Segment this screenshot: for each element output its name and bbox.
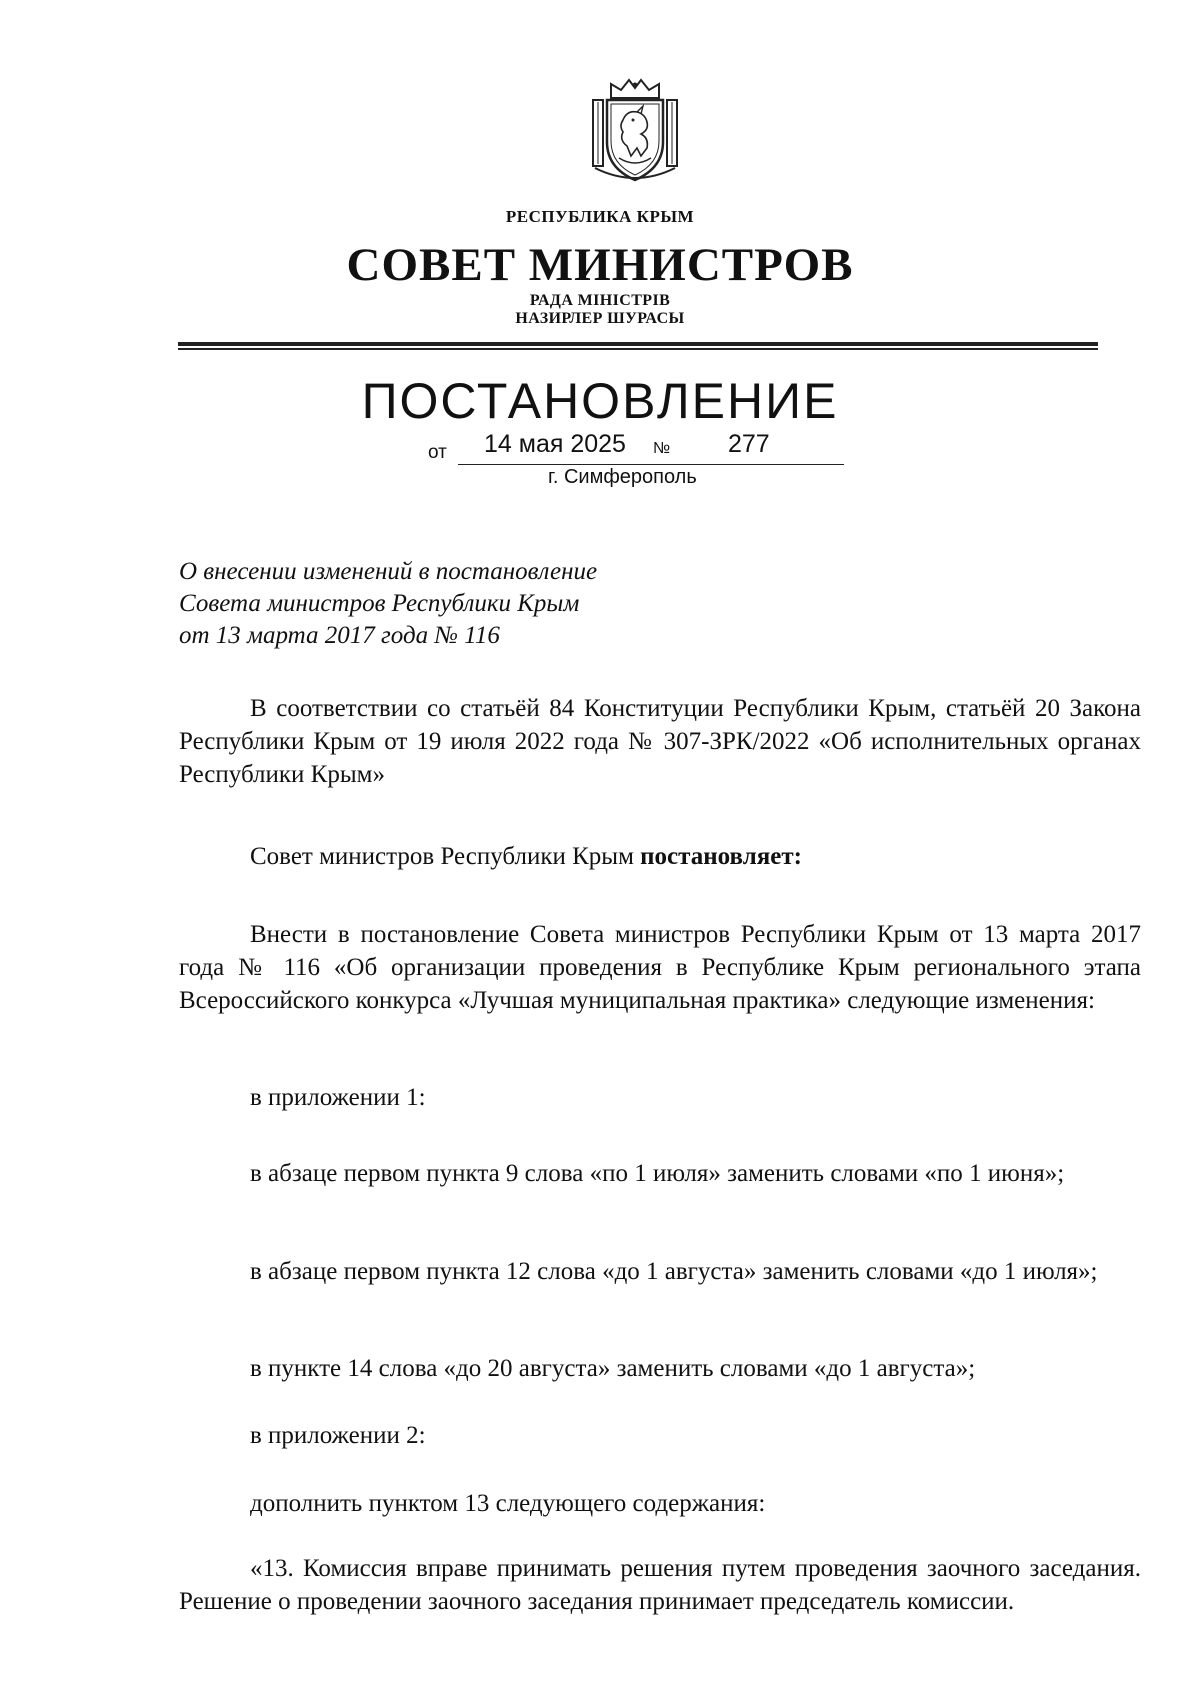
resolves-text: Совет министров Республики Крым — [250, 843, 641, 870]
city: г. Симферополь — [548, 466, 697, 488]
document-type-title: ПОСТАНОВЛЕНИЕ — [361, 373, 839, 429]
header-divider-thin — [178, 348, 1098, 350]
change3-text: в пункте 14 слова «до 20 августа» заменить словами «до 1 августа»; — [250, 1355, 976, 1382]
annex1-paragraph — [179, 1081, 1141, 1114]
annex2-text: в приложении 2: — [250, 1422, 426, 1449]
intro-text: Внести в постановление Совета министров Республики Крым от 13 марта 2017 года № 116 «Об организации проведения в Республике Крым регионального этапа Всероссийского конкурса «Лучшая муниципальная практика» следующие изменения: — [179, 921, 1141, 1014]
preamble-paragraph — [179, 692, 1141, 791]
add-text: дополнить пунктом 13 следующего содержания: — [250, 1490, 766, 1517]
resolves-keyword: постановляет: — [640, 843, 802, 870]
header-divider — [178, 342, 1098, 346]
point13-text: «13. Комиссия вправе принимать решения путем проведения заочного заседания. Решение о проведении заочного заседания принимает председатель комиссии. — [179, 1555, 1141, 1615]
council-title-crimean-tatar: НАЗИРЛЕР ШУРАСЫ — [515, 310, 685, 327]
date-number-line — [428, 430, 848, 466]
change2-text: в абзаце первом пункта 12 слова «до 1 августа» заменить словами «до 1 июля»; — [250, 1258, 1098, 1285]
annex1-text: в приложении 1: — [250, 1084, 426, 1111]
preamble-text: В соответствии со статьёй 84 Конституции Республики Крым, статьёй 20 Закона Республики Крым от 19 июля 2022 года № 307-ЗРК/2022 «Об исполнительных органах Республики Крым» — [179, 695, 1141, 788]
subject-line: Совета министров Республики Крым — [179, 590, 580, 617]
change1-text: в абзаце первом пункта 9 слова «по 1 июля» заменить словами «по 1 июня»; — [250, 1160, 1065, 1187]
decree-date: 14 мая 2025 — [484, 430, 626, 458]
number-sign: № — [653, 440, 671, 457]
change1-paragraph — [179, 1157, 1141, 1190]
change2-paragraph — [179, 1255, 1141, 1288]
council-title: СОВЕТ МИНИСТРОВ — [346, 239, 854, 291]
change3-paragraph — [179, 1352, 1141, 1385]
resolves-paragraph — [179, 840, 1141, 873]
council-title-ukrainian: РАДА МІНІСТРІВ — [529, 292, 671, 309]
subject-line: О внесении изменений в постановление — [179, 558, 598, 585]
coat-of-arms-emblem — [589, 76, 681, 186]
subject-line: от 13 марта 2017 года № 116 — [179, 622, 500, 649]
date-prefix: от — [428, 442, 447, 463]
decree-number: 277 — [728, 430, 770, 458]
republic-title: РЕСПУБЛИКА КРЫМ — [505, 207, 695, 226]
annex2-paragraph — [179, 1419, 1141, 1452]
add-paragraph — [179, 1487, 1141, 1520]
decree-subject — [179, 556, 597, 652]
intro-paragraph — [179, 918, 1141, 1017]
date-underline — [458, 464, 844, 465]
point13-paragraph — [179, 1552, 1141, 1618]
